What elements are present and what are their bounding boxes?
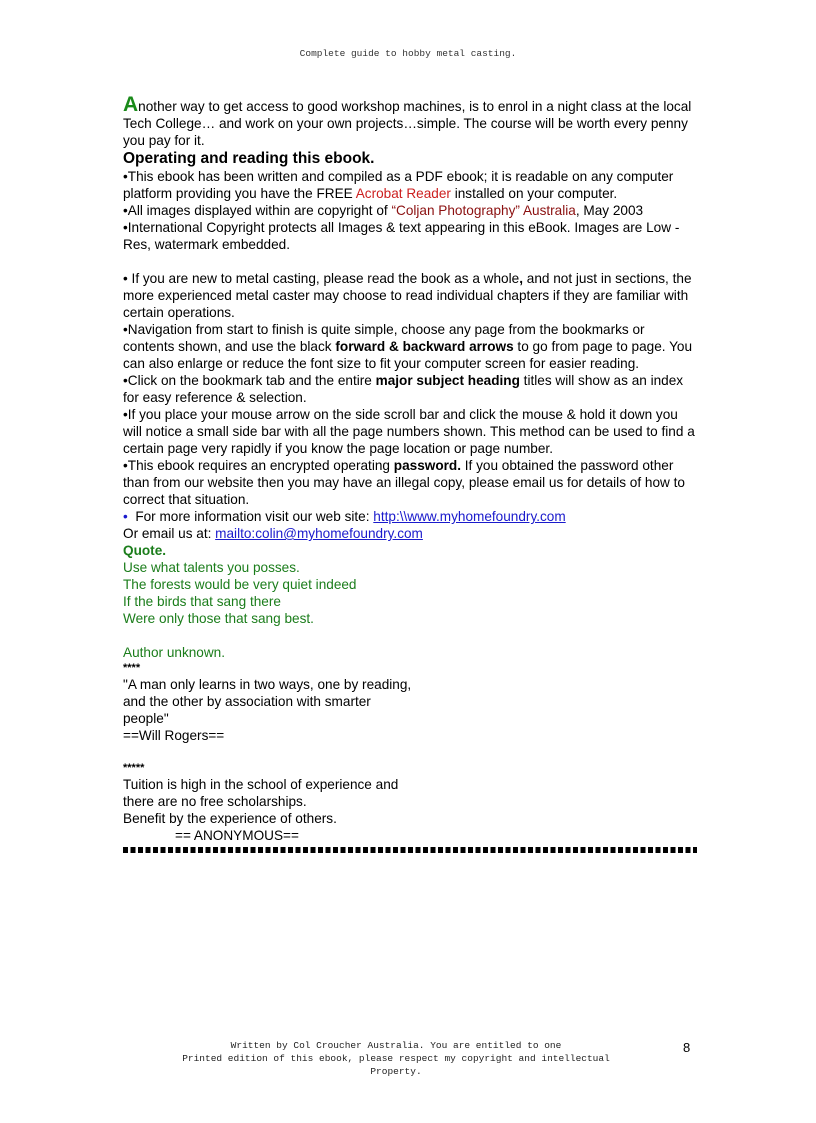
intro-paragraph [123, 93, 698, 149]
bullet-bookmarks: •Click on the bookmark tab and the entire major subject heading titles will show as an index for easy reference & selection. [123, 373, 684, 405]
spacer [123, 744, 698, 761]
quote-line: The forests would be very quiet indeed [123, 577, 357, 592]
quote-heading: Quote. [123, 543, 167, 558]
page-footer [140, 1039, 652, 1078]
quote2-author: ==Will Rogers== [123, 728, 225, 743]
email-link[interactable]: mailto:colin@myhomefoundry.com [215, 526, 423, 541]
footer-line: Property. [370, 1066, 422, 1077]
quote-line: Were only those that sang best. [123, 611, 314, 626]
bullet-navigation: •Navigation from start to finish is quite simple, choose any page from the bookmarks or contents shown, and use the black forward & backward arrows to go from page to page. You can also enlarge or reduce the font size to fit your computer screen for easier reading. [123, 322, 693, 371]
footer-line: Written by Col Croucher Australia. You are entitled to one [230, 1040, 562, 1051]
coljan-photography: “Coljan Photography” Australia [391, 203, 576, 218]
dotted-divider [123, 847, 697, 853]
quote-line: If the birds that sang there [123, 594, 281, 609]
spacer [123, 253, 698, 270]
spacer [123, 627, 698, 644]
bullet-dot-icon: • [123, 509, 128, 524]
quote2-line: "A man only learns in two ways, one by reading, [123, 677, 412, 692]
bullet-scrollbar: •If you place your mouse arrow on the side scroll bar and click the mouse & hold it down you will notice a small side bar with all the page numbers shown. This method can be used to find a certain page very rapidly if you know the page location or page number. [123, 407, 695, 456]
quote3-line: Tuition is high in the school of experience and [123, 777, 399, 792]
footer-line: Printed edition of this ebook, please respect my copyright and intellectual [182, 1053, 610, 1064]
bullet-new-casters: • If you are new to metal casting, please read the book as a whole, and not just in sections, the more experienced metal caster may choose to read individual chapters if they are familiar with certain operations. [123, 271, 692, 320]
page-header: Complete guide to hobby metal casting. [299, 48, 517, 59]
separator-stars: **** [123, 662, 141, 674]
email-line: Or email us at: mailto:colin@myhomefoundry.com [123, 526, 423, 541]
acrobat-reader-link[interactable]: Acrobat Reader [355, 186, 451, 201]
quote3-line: there are no free scholarships. [123, 794, 307, 809]
bullet-password: •This ebook requires an encrypted operating password. If you obtained the password other than from our website then you may have an illegal copy, please email us for details of how to correct that situation. [123, 458, 685, 507]
separator-stars: ***** [123, 762, 145, 774]
quote2-line: people" [123, 711, 169, 726]
website-line: • For more information visit our web site: http:\\www.myhomefoundry.com [123, 509, 566, 524]
drop-cap: A [123, 93, 139, 116]
quote2-line: and the other by association with smarter [123, 694, 371, 709]
intro-text: nother way to get access to good workshop machines, is to enrol in a night class at the local Tech College… and work on your own projects…simple. The course will be worth every penny you pay for it. [123, 99, 692, 148]
quote3-line: Benefit by the experience of others. [123, 811, 337, 826]
quote-line: Use what talents you posses. [123, 560, 300, 575]
section-heading: Operating and reading this ebook. [123, 150, 375, 167]
page-number: 8 [683, 1040, 691, 1055]
bullet-copyright: •All images displayed within are copyright of “Coljan Photography” Australia, May 2003 [123, 203, 644, 218]
quote3-author: == ANONYMOUS== [175, 828, 299, 843]
quote-author: Author unknown. [123, 645, 226, 660]
bullet-international-copyright: •International Copyright protects all Images & text appearing in this eBook. Images are Low - Res, watermark embedded. [123, 220, 680, 252]
page-content [123, 93, 698, 853]
bullet-pdf-info: •This ebook has been written and compiled as a PDF ebook; it is readable on any computer platform providing you have the FREE Acrobat Reader installed on your computer. [123, 169, 674, 201]
website-link[interactable]: http:\\www.myhomefoundry.com [373, 509, 566, 524]
